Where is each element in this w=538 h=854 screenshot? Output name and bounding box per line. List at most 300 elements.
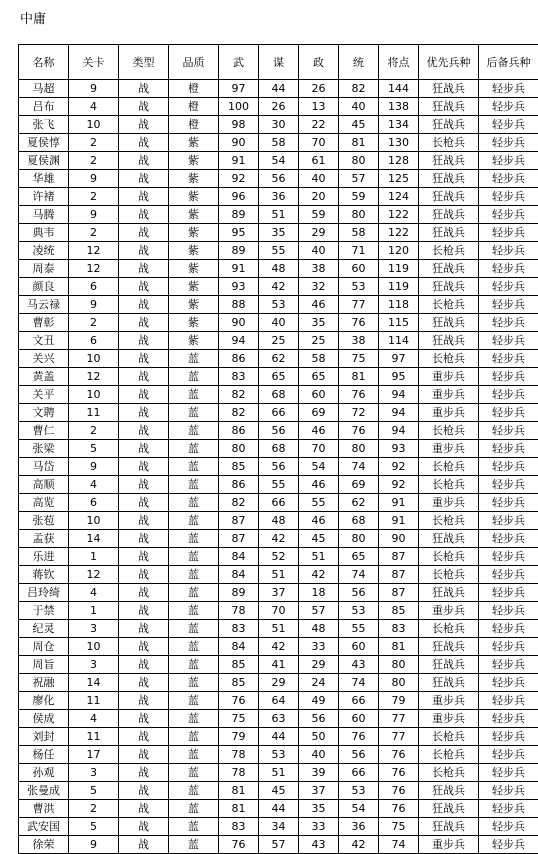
cell-name: 吕布 [19, 98, 69, 116]
cell-level: 10 [69, 512, 119, 530]
cell-quality: 蓝 [169, 404, 219, 422]
cell-general-points: 76 [379, 764, 419, 782]
table-row [19, 350, 538, 368]
cell-force: 90 [219, 314, 259, 332]
cell-strategy: 30 [259, 116, 299, 134]
cell-politics: 20 [299, 188, 339, 206]
cell-type: 战 [119, 152, 169, 170]
cell-quality: 橙 [169, 98, 219, 116]
cell-type: 战 [119, 170, 169, 188]
cell-level: 10 [69, 638, 119, 656]
cell-quality: 蓝 [169, 422, 219, 440]
table-row [19, 386, 538, 404]
cell-command: 58 [339, 224, 379, 242]
cell-strategy: 57 [259, 836, 299, 854]
cell-strategy: 48 [259, 512, 299, 530]
cell-force: 83 [219, 818, 259, 836]
table-row [19, 692, 538, 710]
cell-general-points: 75 [379, 818, 419, 836]
cell-force: 95 [219, 224, 259, 242]
cell-strategy: 52 [259, 548, 299, 566]
table-row [19, 818, 538, 836]
cell-command: 82 [339, 80, 379, 98]
table-row [19, 494, 538, 512]
cell-reserve-troop: 轻步兵 [479, 584, 538, 602]
cell-force: 91 [219, 260, 259, 278]
table-row [19, 764, 538, 782]
cell-quality: 紫 [169, 296, 219, 314]
cell-quality: 蓝 [169, 764, 219, 782]
cell-strategy: 35 [259, 224, 299, 242]
cell-command: 45 [339, 116, 379, 134]
cell-name: 周泰 [19, 260, 69, 278]
cell-strategy: 58 [259, 134, 299, 152]
cell-primary-troop: 狂战兵 [419, 152, 479, 170]
cell-politics: 50 [299, 728, 339, 746]
cell-politics: 70 [299, 134, 339, 152]
cell-general-points: 79 [379, 692, 419, 710]
cell-primary-troop: 长枪兵 [419, 764, 479, 782]
cell-general-points: 97 [379, 350, 419, 368]
cell-type: 战 [119, 386, 169, 404]
cell-primary-troop: 长枪兵 [419, 296, 479, 314]
table-row [19, 728, 538, 746]
cell-type: 战 [119, 602, 169, 620]
cell-general-points: 128 [379, 152, 419, 170]
cell-strategy: 66 [259, 494, 299, 512]
cell-quality: 蓝 [169, 566, 219, 584]
cell-type: 战 [119, 584, 169, 602]
table-row [19, 332, 538, 350]
cell-name: 杨任 [19, 746, 69, 764]
cell-level: 4 [69, 710, 119, 728]
cell-force: 81 [219, 800, 259, 818]
cell-politics: 70 [299, 440, 339, 458]
cell-force: 86 [219, 476, 259, 494]
cell-name: 马岱 [19, 458, 69, 476]
cell-politics: 58 [299, 350, 339, 368]
cell-reserve-troop: 轻步兵 [479, 764, 538, 782]
cell-name: 黄盖 [19, 368, 69, 386]
table-row [19, 368, 538, 386]
cell-command: 38 [339, 332, 379, 350]
cell-command: 57 [339, 170, 379, 188]
cell-politics: 39 [299, 764, 339, 782]
cell-type: 战 [119, 422, 169, 440]
cell-force: 83 [219, 620, 259, 638]
cell-reserve-troop: 轻步兵 [479, 656, 538, 674]
cell-level: 5 [69, 818, 119, 836]
table-row [19, 566, 538, 584]
cell-general-points: 91 [379, 494, 419, 512]
cell-force: 90 [219, 134, 259, 152]
cell-quality: 蓝 [169, 818, 219, 836]
cell-primary-troop: 狂战兵 [419, 170, 479, 188]
column-header-level: 关卡 [69, 45, 119, 80]
cell-name: 张梁 [19, 440, 69, 458]
cell-politics: 13 [299, 98, 339, 116]
cell-general-points: 77 [379, 710, 419, 728]
cell-type: 战 [119, 260, 169, 278]
cell-general-points: 138 [379, 98, 419, 116]
cell-primary-troop: 狂战兵 [419, 224, 479, 242]
cell-command: 77 [339, 296, 379, 314]
table-row [19, 674, 538, 692]
cell-reserve-troop: 轻步兵 [479, 458, 538, 476]
cell-reserve-troop: 轻步兵 [479, 710, 538, 728]
cell-quality: 蓝 [169, 584, 219, 602]
cell-politics: 29 [299, 656, 339, 674]
cell-primary-troop: 狂战兵 [419, 332, 479, 350]
cell-primary-troop: 重步兵 [419, 440, 479, 458]
cell-level: 12 [69, 260, 119, 278]
cell-quality: 蓝 [169, 602, 219, 620]
cell-primary-troop: 重步兵 [419, 386, 479, 404]
table-row [19, 260, 538, 278]
cell-command: 68 [339, 512, 379, 530]
cell-name: 文聘 [19, 404, 69, 422]
cell-strategy: 48 [259, 260, 299, 278]
cell-quality: 蓝 [169, 710, 219, 728]
cell-command: 53 [339, 782, 379, 800]
cell-strategy: 51 [259, 206, 299, 224]
cell-type: 战 [119, 350, 169, 368]
cell-type: 战 [119, 548, 169, 566]
cell-level: 4 [69, 476, 119, 494]
cell-reserve-troop: 轻步兵 [479, 98, 538, 116]
cell-force: 87 [219, 530, 259, 548]
table-row [19, 134, 538, 152]
cell-command: 56 [339, 746, 379, 764]
table-row [19, 314, 538, 332]
cell-command: 69 [339, 476, 379, 494]
cell-quality: 蓝 [169, 620, 219, 638]
cell-strategy: 34 [259, 818, 299, 836]
cell-strategy: 66 [259, 404, 299, 422]
cell-name: 华雄 [19, 170, 69, 188]
cell-command: 81 [339, 368, 379, 386]
cell-general-points: 122 [379, 224, 419, 242]
cell-primary-troop: 重步兵 [419, 836, 479, 854]
cell-general-points: 81 [379, 638, 419, 656]
cell-politics: 59 [299, 206, 339, 224]
cell-force: 82 [219, 386, 259, 404]
cell-level: 9 [69, 170, 119, 188]
column-header-force: 武 [219, 45, 259, 80]
cell-strategy: 70 [259, 602, 299, 620]
cell-force: 76 [219, 836, 259, 854]
cell-general-points: 125 [379, 170, 419, 188]
cell-reserve-troop: 轻步兵 [479, 350, 538, 368]
cell-level: 12 [69, 368, 119, 386]
cell-force: 81 [219, 782, 259, 800]
cell-type: 战 [119, 746, 169, 764]
cell-general-points: 87 [379, 584, 419, 602]
cell-type: 战 [119, 728, 169, 746]
cell-strategy: 55 [259, 242, 299, 260]
cell-primary-troop: 狂战兵 [419, 98, 479, 116]
cell-primary-troop: 狂战兵 [419, 584, 479, 602]
cell-level: 6 [69, 494, 119, 512]
cell-level: 3 [69, 620, 119, 638]
cell-reserve-troop: 轻步兵 [479, 674, 538, 692]
cell-strategy: 37 [259, 584, 299, 602]
cell-command: 36 [339, 818, 379, 836]
cell-reserve-troop: 轻步兵 [479, 314, 538, 332]
table-row [19, 638, 538, 656]
cell-general-points: 93 [379, 440, 419, 458]
cell-level: 9 [69, 296, 119, 314]
cell-reserve-troop: 轻步兵 [479, 278, 538, 296]
cell-reserve-troop: 轻步兵 [479, 170, 538, 188]
cell-name: 马超 [19, 80, 69, 98]
cell-general-points: 144 [379, 80, 419, 98]
cell-reserve-troop: 轻步兵 [479, 476, 538, 494]
cell-type: 战 [119, 620, 169, 638]
cell-general-points: 94 [379, 386, 419, 404]
cell-level: 10 [69, 350, 119, 368]
cell-type: 战 [119, 116, 169, 134]
cell-primary-troop: 重步兵 [419, 404, 479, 422]
cell-command: 66 [339, 692, 379, 710]
table-row [19, 188, 538, 206]
cell-level: 12 [69, 566, 119, 584]
cell-type: 战 [119, 224, 169, 242]
cell-politics: 49 [299, 692, 339, 710]
cell-type: 战 [119, 134, 169, 152]
cell-quality: 紫 [169, 314, 219, 332]
cell-general-points: 76 [379, 800, 419, 818]
cell-level: 17 [69, 746, 119, 764]
cell-primary-troop: 重步兵 [419, 494, 479, 512]
cell-level: 3 [69, 764, 119, 782]
cell-general-points: 80 [379, 656, 419, 674]
cell-primary-troop: 长枪兵 [419, 458, 479, 476]
cell-command: 72 [339, 404, 379, 422]
cell-primary-troop: 长枪兵 [419, 566, 479, 584]
cell-primary-troop: 狂战兵 [419, 674, 479, 692]
cell-strategy: 56 [259, 422, 299, 440]
cell-primary-troop: 狂战兵 [419, 206, 479, 224]
cell-politics: 51 [299, 548, 339, 566]
table-row [19, 530, 538, 548]
table-row [19, 206, 538, 224]
cell-general-points: 114 [379, 332, 419, 350]
table-row [19, 512, 538, 530]
cell-command: 75 [339, 350, 379, 368]
cell-command: 60 [339, 260, 379, 278]
cell-primary-troop: 长枪兵 [419, 476, 479, 494]
cell-politics: 26 [299, 80, 339, 98]
cell-general-points: 91 [379, 512, 419, 530]
cell-force: 89 [219, 206, 259, 224]
cell-name: 廖化 [19, 692, 69, 710]
cell-name: 蒋钦 [19, 566, 69, 584]
cell-type: 战 [119, 80, 169, 98]
cell-level: 2 [69, 188, 119, 206]
cell-general-points: 83 [379, 620, 419, 638]
cell-strategy: 25 [259, 332, 299, 350]
cell-quality: 蓝 [169, 656, 219, 674]
cell-force: 82 [219, 404, 259, 422]
cell-quality: 紫 [169, 188, 219, 206]
cell-name: 孟获 [19, 530, 69, 548]
cell-force: 78 [219, 746, 259, 764]
cell-force: 89 [219, 584, 259, 602]
cell-command: 65 [339, 548, 379, 566]
cell-force: 100 [219, 98, 259, 116]
cell-general-points: 119 [379, 278, 419, 296]
cell-strategy: 36 [259, 188, 299, 206]
cell-primary-troop: 重步兵 [419, 602, 479, 620]
cell-command: 80 [339, 440, 379, 458]
cell-quality: 蓝 [169, 638, 219, 656]
cell-primary-troop: 长枪兵 [419, 728, 479, 746]
cell-name: 孙观 [19, 764, 69, 782]
cell-general-points: 92 [379, 458, 419, 476]
cell-primary-troop: 狂战兵 [419, 782, 479, 800]
cell-politics: 60 [299, 386, 339, 404]
cell-name: 侯成 [19, 710, 69, 728]
table-row [19, 242, 538, 260]
cell-force: 97 [219, 80, 259, 98]
cell-primary-troop: 长枪兵 [419, 422, 479, 440]
cell-primary-troop: 狂战兵 [419, 314, 479, 332]
cell-reserve-troop: 轻步兵 [479, 836, 538, 854]
table-row [19, 224, 538, 242]
cell-force: 94 [219, 332, 259, 350]
cell-reserve-troop: 轻步兵 [479, 116, 538, 134]
cell-strategy: 40 [259, 314, 299, 332]
cell-force: 96 [219, 188, 259, 206]
cell-type: 战 [119, 512, 169, 530]
cell-type: 战 [119, 836, 169, 854]
cell-general-points: 118 [379, 296, 419, 314]
cell-level: 14 [69, 530, 119, 548]
cell-primary-troop: 长枪兵 [419, 512, 479, 530]
cell-politics: 45 [299, 530, 339, 548]
cell-strategy: 44 [259, 800, 299, 818]
cell-general-points: 74 [379, 836, 419, 854]
cell-level: 2 [69, 134, 119, 152]
column-header-name: 名称 [19, 45, 69, 80]
cell-politics: 56 [299, 710, 339, 728]
cell-name: 周仓 [19, 638, 69, 656]
cell-reserve-troop: 轻步兵 [479, 188, 538, 206]
cell-type: 战 [119, 368, 169, 386]
table-row [19, 800, 538, 818]
cell-primary-troop: 狂战兵 [419, 656, 479, 674]
cell-reserve-troop: 轻步兵 [479, 134, 538, 152]
cell-primary-troop: 长枪兵 [419, 548, 479, 566]
cell-primary-troop: 狂战兵 [419, 278, 479, 296]
cell-general-points: 87 [379, 566, 419, 584]
cell-politics: 18 [299, 584, 339, 602]
cell-name: 纪灵 [19, 620, 69, 638]
cell-command: 53 [339, 602, 379, 620]
cell-type: 战 [119, 296, 169, 314]
cell-type: 战 [119, 242, 169, 260]
table-row [19, 98, 538, 116]
cell-force: 78 [219, 764, 259, 782]
column-header-politics: 政 [299, 45, 339, 80]
cell-name: 夏侯惇 [19, 134, 69, 152]
cell-quality: 紫 [169, 332, 219, 350]
table-row [19, 620, 538, 638]
cell-type: 战 [119, 404, 169, 422]
cell-reserve-troop: 轻步兵 [479, 368, 538, 386]
page-title: 中庸 [20, 12, 46, 28]
cell-force: 75 [219, 710, 259, 728]
cell-politics: 32 [299, 278, 339, 296]
cell-level: 9 [69, 80, 119, 98]
cell-general-points: 87 [379, 548, 419, 566]
cell-name: 高览 [19, 494, 69, 512]
cell-quality: 橙 [169, 80, 219, 98]
cell-command: 76 [339, 314, 379, 332]
cell-command: 76 [339, 386, 379, 404]
cell-general-points: 115 [379, 314, 419, 332]
cell-force: 85 [219, 458, 259, 476]
cell-politics: 35 [299, 800, 339, 818]
cell-strategy: 51 [259, 566, 299, 584]
cell-politics: 46 [299, 512, 339, 530]
table-row [19, 152, 538, 170]
cell-quality: 蓝 [169, 692, 219, 710]
cell-command: 74 [339, 566, 379, 584]
cell-level: 9 [69, 836, 119, 854]
cell-strategy: 68 [259, 386, 299, 404]
cell-command: 53 [339, 278, 379, 296]
cell-primary-troop: 长枪兵 [419, 350, 479, 368]
cell-name: 关兴 [19, 350, 69, 368]
cell-quality: 蓝 [169, 386, 219, 404]
cell-primary-troop: 长枪兵 [419, 746, 479, 764]
cell-reserve-troop: 轻步兵 [479, 494, 538, 512]
cell-type: 战 [119, 818, 169, 836]
table-row [19, 710, 538, 728]
cell-type: 战 [119, 656, 169, 674]
cell-level: 10 [69, 116, 119, 134]
cell-strategy: 53 [259, 296, 299, 314]
cell-force: 89 [219, 242, 259, 260]
cell-quality: 蓝 [169, 674, 219, 692]
cell-strategy: 42 [259, 530, 299, 548]
cell-command: 80 [339, 152, 379, 170]
cell-type: 战 [119, 440, 169, 458]
cell-reserve-troop: 轻步兵 [479, 566, 538, 584]
cell-command: 66 [339, 764, 379, 782]
cell-primary-troop: 长枪兵 [419, 620, 479, 638]
cell-name: 马腾 [19, 206, 69, 224]
column-header-strategy: 谋 [259, 45, 299, 80]
cell-level: 14 [69, 674, 119, 692]
cell-politics: 55 [299, 494, 339, 512]
cell-command: 42 [339, 836, 379, 854]
cell-force: 87 [219, 512, 259, 530]
cell-quality: 蓝 [169, 530, 219, 548]
cell-name: 张曼成 [19, 782, 69, 800]
cell-general-points: 90 [379, 530, 419, 548]
cell-command: 56 [339, 584, 379, 602]
cell-level: 5 [69, 782, 119, 800]
cell-command: 54 [339, 800, 379, 818]
cell-force: 84 [219, 548, 259, 566]
cell-general-points: 80 [379, 674, 419, 692]
cell-quality: 蓝 [169, 728, 219, 746]
cell-level: 2 [69, 800, 119, 818]
cell-reserve-troop: 轻步兵 [479, 530, 538, 548]
